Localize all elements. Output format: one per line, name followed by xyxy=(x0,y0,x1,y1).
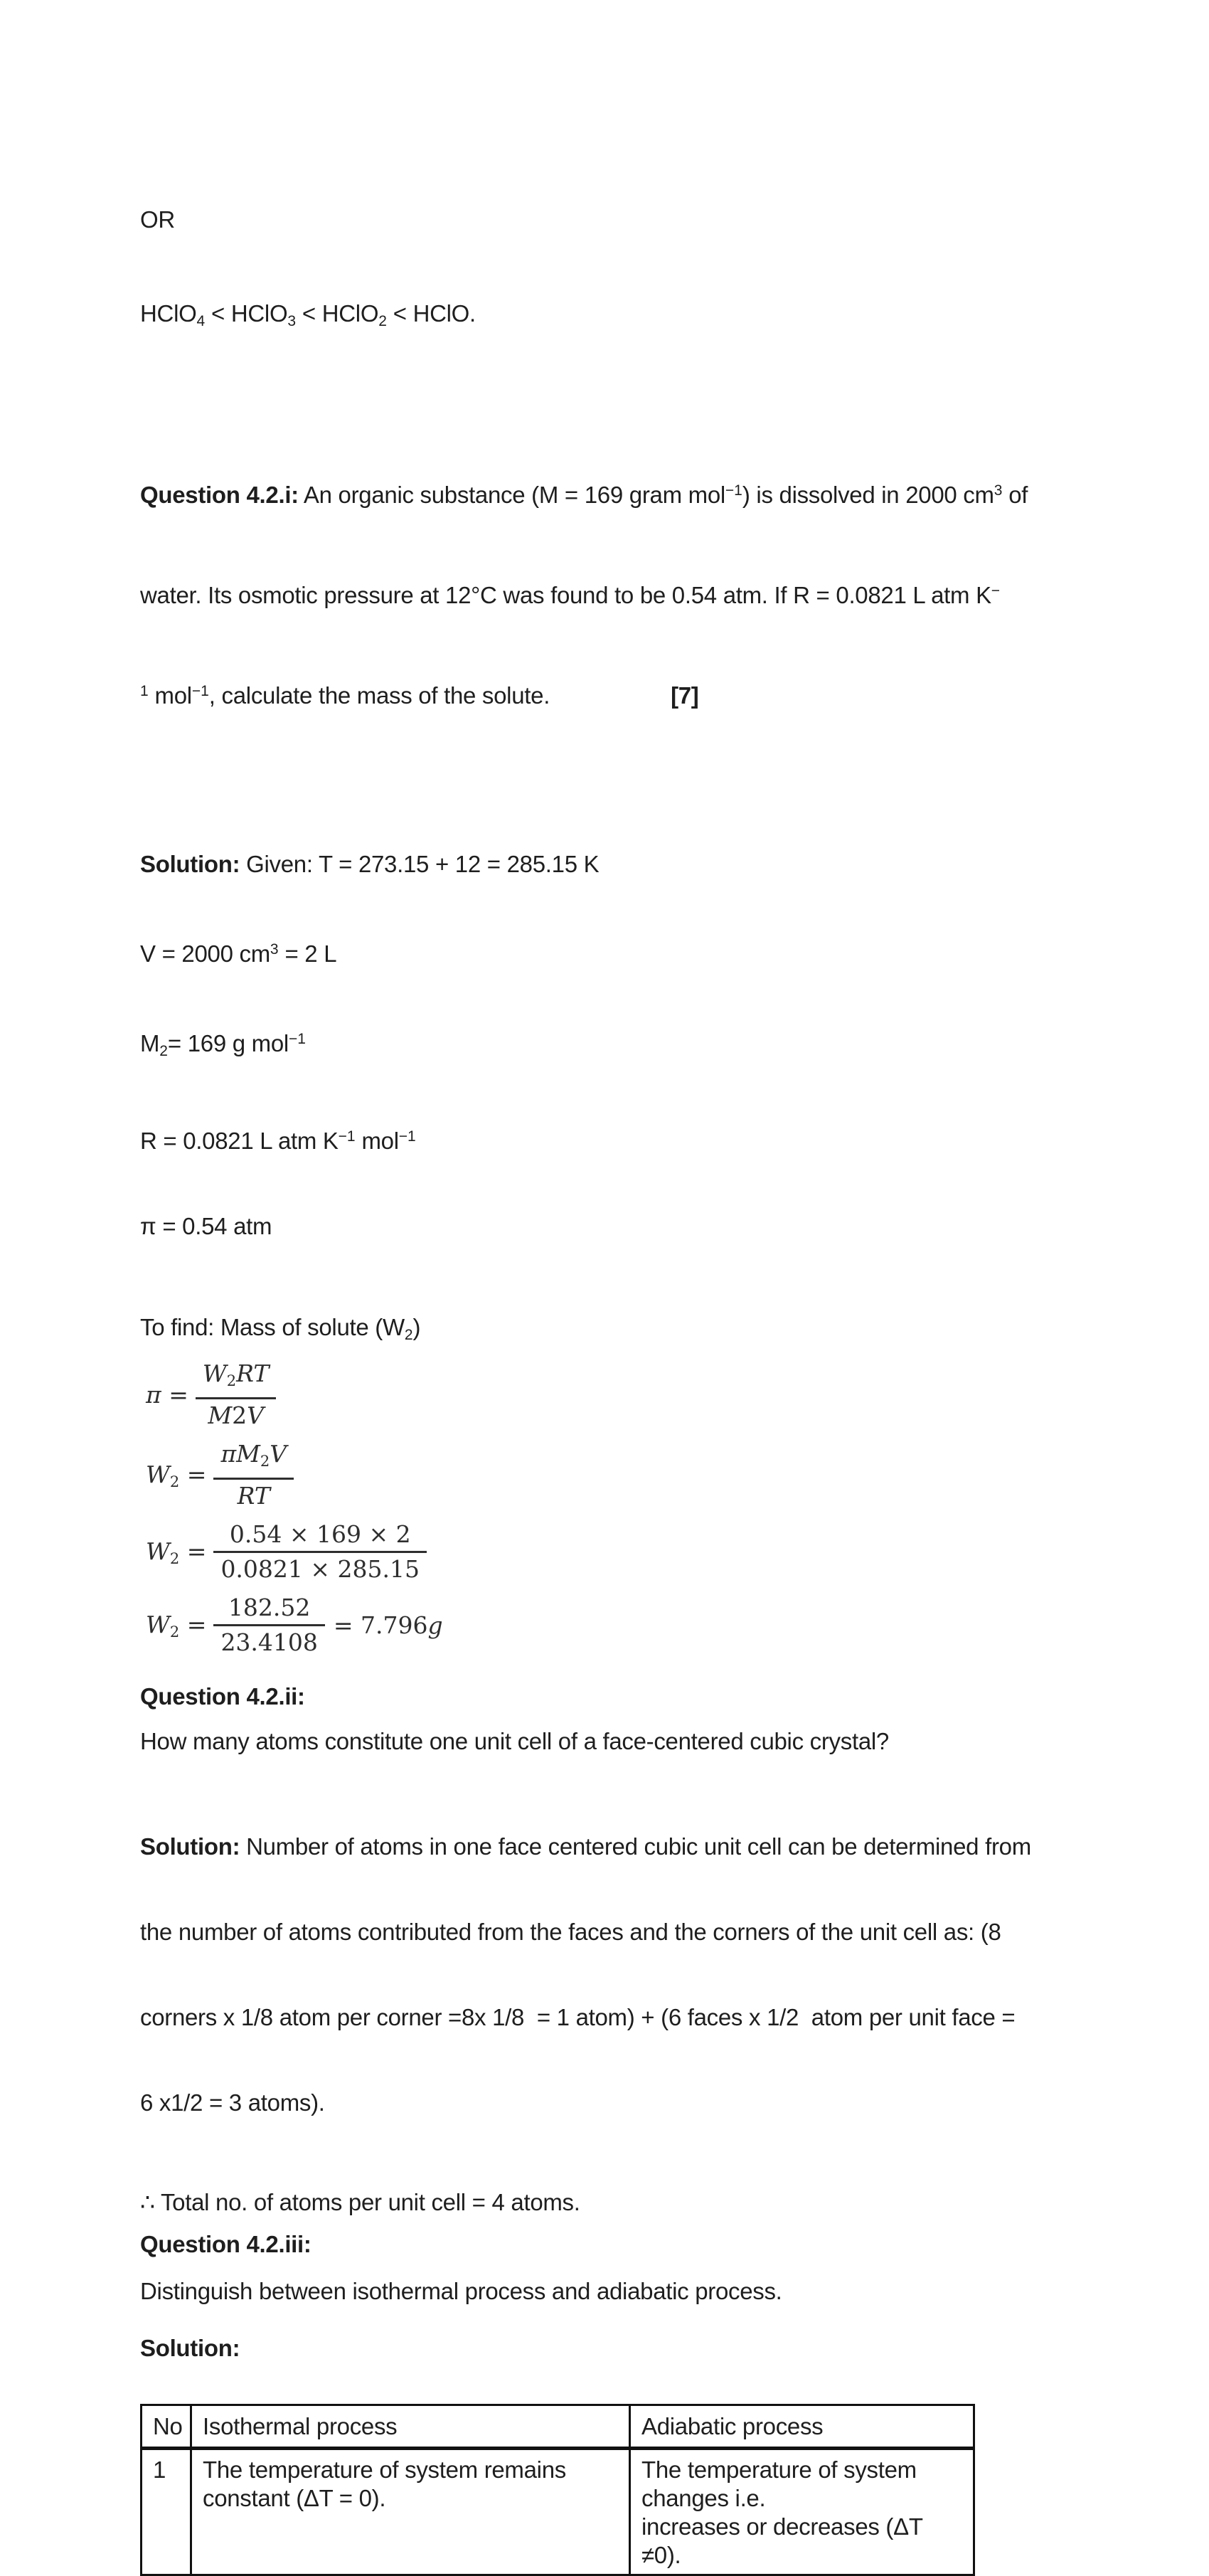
solution-line: 6 x1/2 = 3 atoms). xyxy=(140,2089,325,2116)
equation-rhs: = 7.796g xyxy=(333,1611,443,1639)
question-4-2-ii-heading: Question 4.2.ii: xyxy=(140,1683,305,1710)
equation-lhs: $W_2$ = xyxy=(146,1537,207,1567)
solution-line: π = 0.54 atm xyxy=(140,1213,272,1239)
solution-4-2-ii-paragraph xyxy=(140,1776,1138,2174)
fraction-numerator: $\pi M_2V$ xyxy=(213,1441,294,1480)
solution-line: V = 2000 $cm^3 = 2$ L xyxy=(140,940,337,967)
acid-strength-order-line: HClO$_4$ < HClO$_3$ < HClO$_2$ < HClO. xyxy=(140,300,476,329)
table-header-row xyxy=(142,2405,974,2449)
equation-lhs: $W_2$ = xyxy=(146,1460,207,1490)
solution-line: $M_2= 169$ g mol$^{-1}$ xyxy=(140,1030,306,1059)
solution-4-2-i-given-block xyxy=(140,793,1138,1298)
question-4-2-i-paragraph xyxy=(140,410,1138,775)
fraction xyxy=(196,1361,277,1429)
table-cell-isothermal: The temperature of system remains constant (ΔT = 0). xyxy=(191,2449,630,2575)
marks-badge: [7] xyxy=(671,682,699,709)
question-line-text: $^1$ mol$^{-1}$, calculate the mass of the solute. xyxy=(140,682,550,709)
table-cell-row-number: 1 xyxy=(142,2449,191,2575)
solution-4-2-iii-label: Solution: xyxy=(140,2335,240,2361)
table-cell-adiabatic: The temperature of system changes i.e. increases or decreases (ΔT ≠0). xyxy=(630,2449,974,2575)
fraction-denominator: RT xyxy=(237,1482,270,1510)
solution-line: R = 0.0821 L atm $K^{-1}$ mol$^{-1}$ xyxy=(140,1128,416,1154)
equation-w2-formula xyxy=(146,1441,1138,1509)
question-4-2-iii-text: Distinguish between isothermal process and adiabatic process. xyxy=(140,2278,782,2304)
question-line: water. Its osmotic pressure at 12°C was found to be 0.54 atm. If R = 0.0821 L atm K− xyxy=(140,582,1001,608)
question-line: Question 4.2.i: An organic substance (M = 169 gram mol$^{-1}$) is dissolved in 2000 $cm^3$ of xyxy=(140,482,1028,508)
fraction-denominator: 23.4108 xyxy=(220,1628,318,1656)
fraction-denominator: 0.0821 × 285.15 xyxy=(220,1555,420,1583)
question-4-2-ii-text: How many atoms constitute one unit cell of a face-centered cubic crystal? xyxy=(140,1728,889,1754)
fraction xyxy=(213,1441,294,1509)
fraction-denominator: M2V xyxy=(208,1401,264,1429)
equation-w2-substitution xyxy=(146,1522,1138,1582)
equation-pi-formula xyxy=(146,1361,1138,1429)
fraction xyxy=(213,1522,427,1582)
table-header-isothermal: Isothermal process xyxy=(191,2405,630,2449)
conclusion-line: ∴ Total no. of atoms per unit cell = 4 atoms. xyxy=(140,2189,580,2215)
equation-w2-result xyxy=(146,1595,1138,1655)
osmotic-pressure-equations xyxy=(146,1361,1138,1655)
table-header-adiabatic: Adiabatic process xyxy=(630,2405,974,2449)
or-alternative-block xyxy=(140,142,1138,400)
equation-lhs: π = xyxy=(146,1381,188,1409)
solution-line: Solution: Given: T = 273.15 + 12 = 285.15 K xyxy=(140,851,600,877)
or-label: OR xyxy=(140,206,175,233)
fraction xyxy=(213,1595,324,1655)
solution-line: corners x 1/8 atom per corner =8x 1/8 = 1 atom) + (6 faces x 1/2 atom per unit face = xyxy=(140,2004,1016,2030)
fraction-numerator: 182.52 xyxy=(213,1595,324,1626)
solution-line: Solution: Number of atoms in one face centered cubic unit cell can be determined from xyxy=(140,1833,1031,1860)
fraction-numerator: 0.54 × 169 × 2 xyxy=(213,1522,427,1553)
isothermal-adiabatic-comparison-table xyxy=(140,2404,975,2576)
question-line xyxy=(140,675,1138,711)
table-header-no: No xyxy=(142,2405,191,2449)
solution-line: the number of atoms contributed from the faces and the corners of the unit cell as: (8 xyxy=(140,1919,1001,1945)
equation-lhs: $W_2$ = xyxy=(146,1610,207,1641)
table-row xyxy=(142,2449,974,2575)
fraction-numerator: $W_2RT$ xyxy=(196,1361,277,1399)
to-find-line: To find: Mass of solute $(W_2)$ xyxy=(140,1314,421,1343)
question-4-2-iii-heading: Question 4.2.iii: xyxy=(140,2231,311,2257)
